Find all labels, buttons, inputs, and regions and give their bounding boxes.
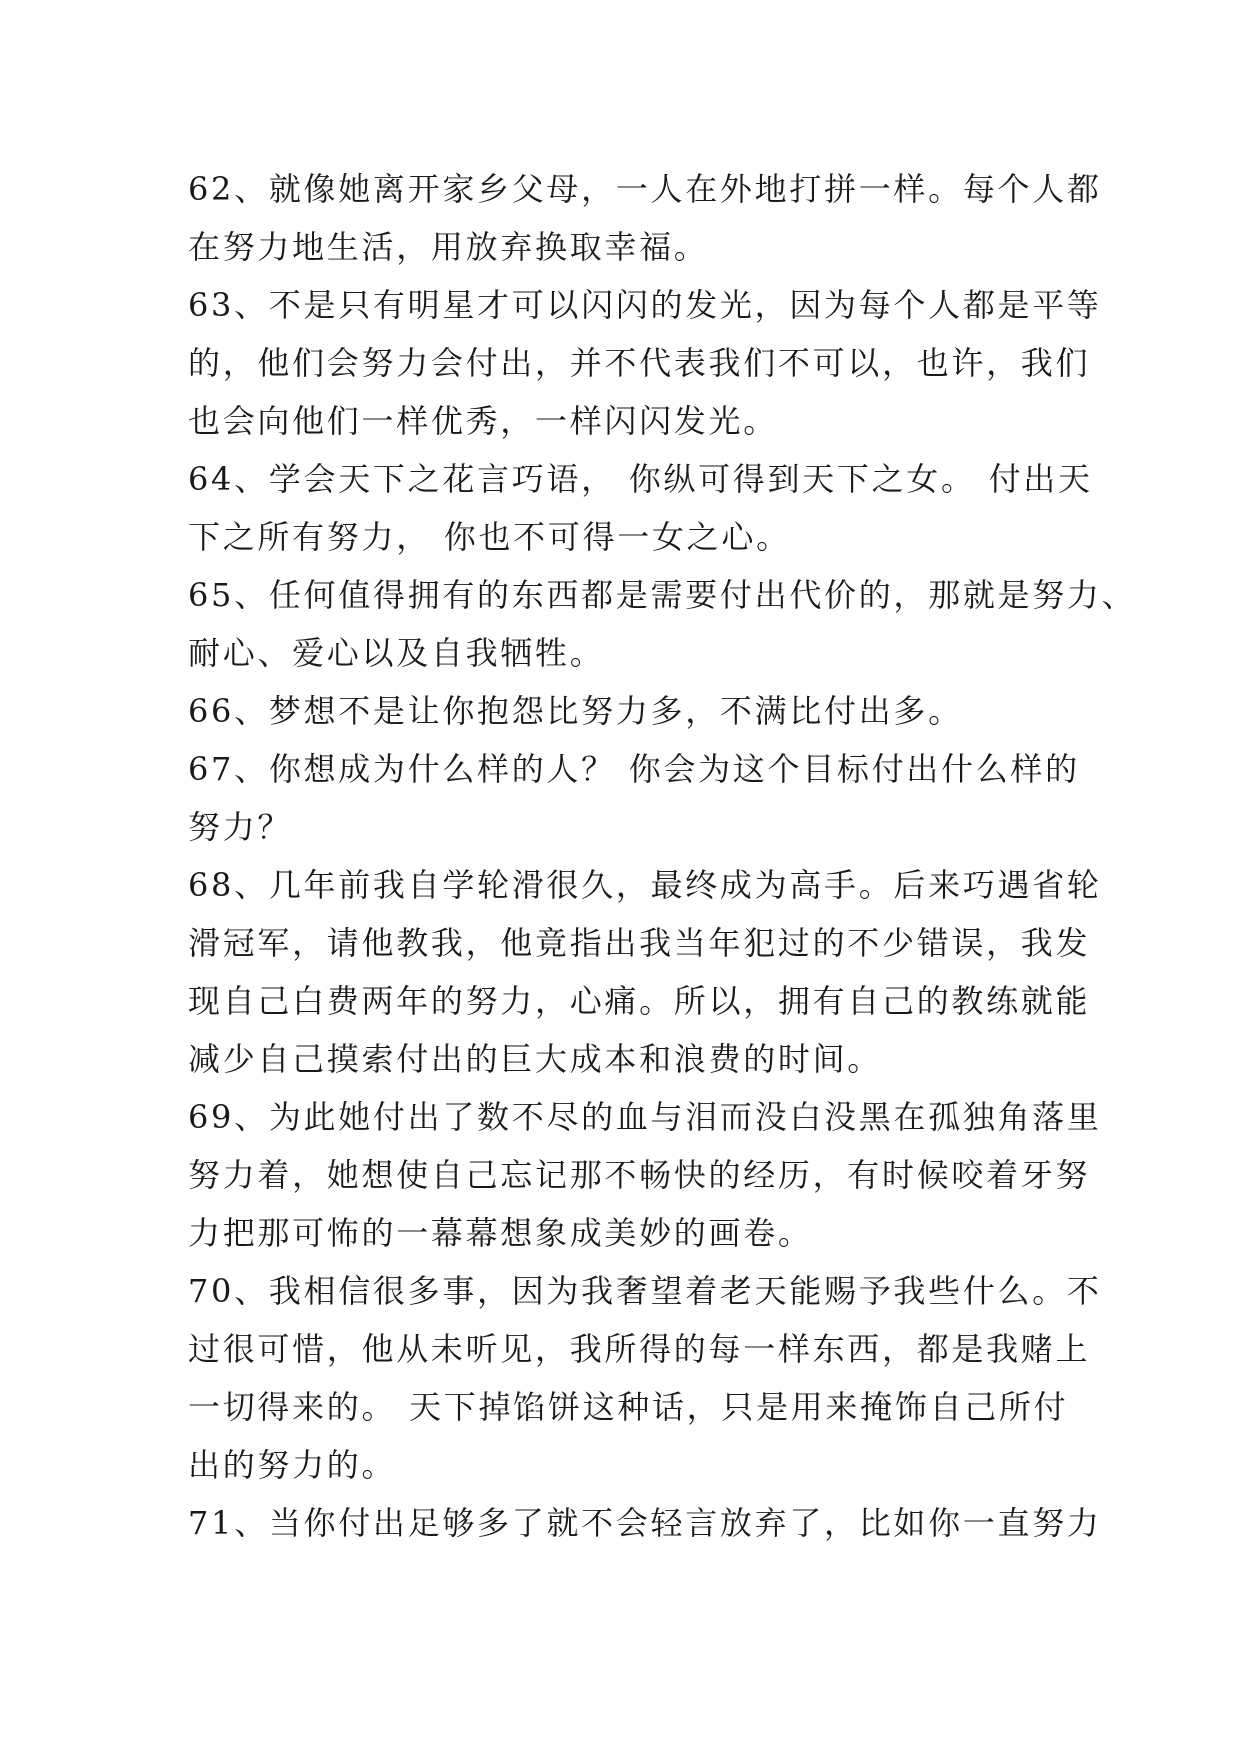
text-line: 69、为此她付出了数不尽的血与泪而没白没黑在孤独角落里 <box>188 1098 1102 1136</box>
text-line: 67、你想成为什么样的人？ 你会为这个目标付出什么样的 <box>188 750 1080 788</box>
text-line: 滑冠军，请他教我，他竟指出我当年犯过的不少错误，我发 <box>188 924 1091 962</box>
text-line: 也会向他们一样优秀，一样闪闪发光。 <box>188 402 778 440</box>
text-line: 的，他们会努力会付出，并不代表我们不可以，也许，我们 <box>188 344 1091 382</box>
text-line: 现自己白费两年的努力，心痛。所以，拥有自己的教练就能 <box>188 982 1091 1020</box>
document-body <box>188 160 1137 1552</box>
text-line: 71、当你付出足够多了就不会轻言放弃了，比如你一直努力 <box>188 1504 1102 1542</box>
text-line: 68、几年前我自学轮滑很久，最终成为高手。后来巧遇省轮 <box>188 866 1102 904</box>
text-line: 66、梦想不是让你抱怨比努力多，不满比付出多。 <box>188 692 963 730</box>
text-line: 在努力地生活，用放弃换取幸福。 <box>188 228 709 266</box>
text-line: 力把那可怖的一幕幕想象成美妙的画卷。 <box>188 1214 813 1252</box>
text-line: 64、学会天下之花言巧语， 你纵可得到天下之女。 付出天 <box>188 460 1093 498</box>
text-line: 下之所有努力， 你也不可得一女之心。 <box>188 518 791 556</box>
text-line: 努力？ <box>188 808 293 846</box>
text-line: 耐心、爱心以及自我牺牲。 <box>188 634 605 672</box>
text-line: 一切得来的。 天下掉馅饼这种话，只是用来掩饰自己所付 <box>188 1388 1069 1426</box>
text-line: 63、不是只有明星才可以闪闪的发光，因为每个人都是平等 <box>188 286 1102 324</box>
text-line: 过很可惜，他从未听见，我所得的每一样东西，都是我赌上 <box>188 1330 1091 1368</box>
text-line: 65、任何值得拥有的东西都是需要付出代价的，那就是努力、 <box>188 576 1137 614</box>
text-line: 70、我相信很多事，因为我奢望着老天能赐予我些什么。不 <box>188 1272 1102 1310</box>
text-line: 努力着，她想使自己忘记那不畅快的经历，有时候咬着牙努 <box>188 1156 1091 1194</box>
text-line: 62、就像她离开家乡父母，一人在外地打拼一样。每个人都 <box>188 170 1102 208</box>
text-line: 减少自己摸索付出的巨大成本和浪费的时间。 <box>188 1040 883 1078</box>
text-line: 出的努力的。 <box>188 1446 397 1484</box>
